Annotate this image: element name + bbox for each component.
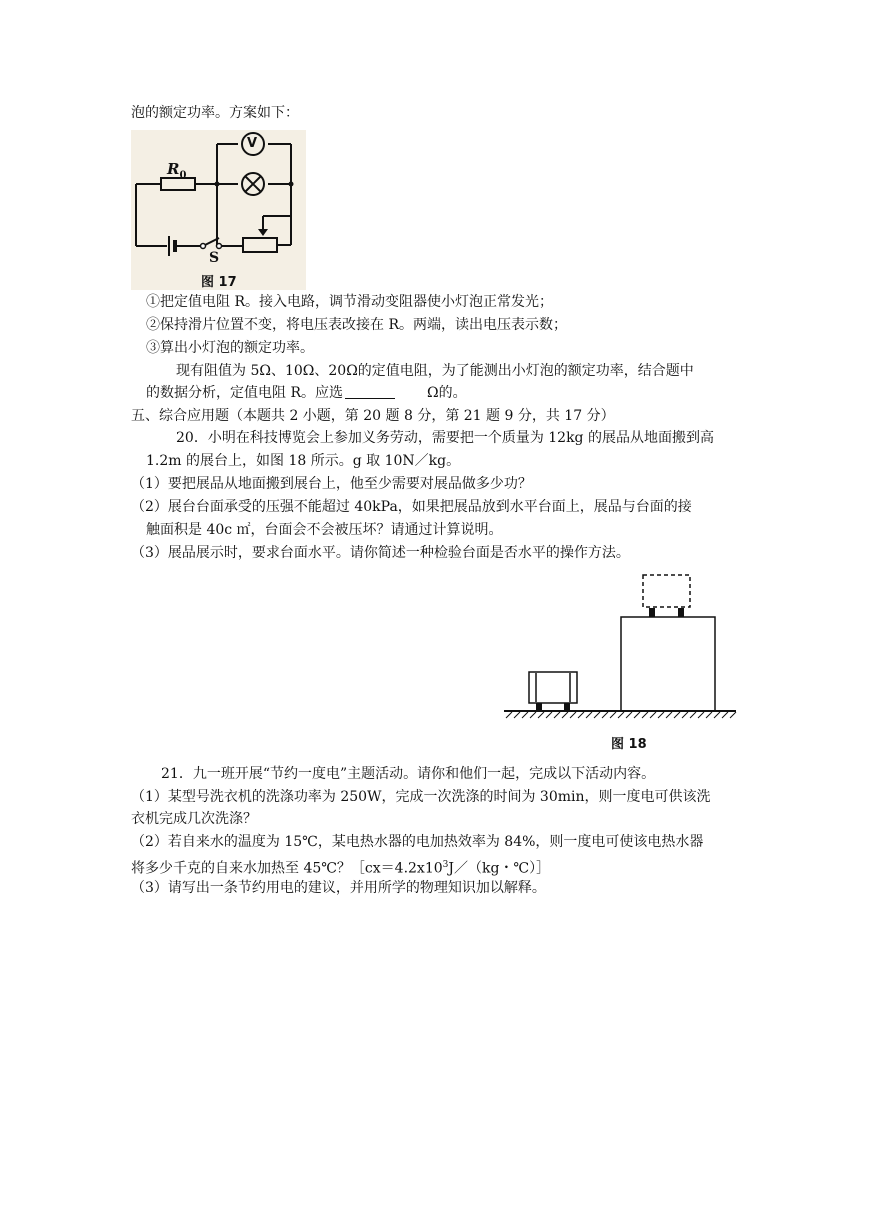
q21-line-1: 21．九一班开展“节约一度电”主题活动。请你和他们一起，完成以下活动内容。: [161, 766, 656, 782]
q21-part-2b: [131, 856, 550, 878]
intro-text: 泡的额定功率。方案如下：: [131, 105, 299, 121]
step-2: ②保持滑片位置不变，将电压表改接在 R。两端，读出电压表示数；: [146, 317, 567, 333]
q19-text-a: 的数据分析，定值电阻 R。应选: [146, 385, 343, 401]
exponent: 3: [442, 860, 449, 870]
q19-line-2: [146, 384, 467, 402]
q20-part-3: （3）展品展示时，要求台面水平。请你简述一种检验台面是否水平的操作方法。: [131, 545, 630, 561]
figure-17-caption: 图 17: [201, 275, 237, 290]
q21-part-2b-unit: J／（kg・℃）］: [448, 860, 551, 877]
q19-text-b: Ω的。: [427, 385, 467, 401]
q20-line-1: 20．小明在科技博览会上参加义务劳动，需要把一个质量为 12kg 的展品从地面搬到高: [176, 430, 714, 446]
q20-line-2: 1.2m 的展台上，如图 18 所示。g 取 10N／kg。: [146, 453, 461, 469]
voltmeter-label: V: [247, 136, 258, 151]
answer-blank: [345, 385, 395, 399]
exhibit-diagram: [500, 570, 740, 725]
q21-part-3: （3）请写出一条节约用电的建议，并用所学的物理知识加以解释。: [131, 880, 546, 896]
q21-part-2a: （2）若自来水的温度为 15℃，某电热水器的电加热效率为 84%，则一度电可使该电热水器: [131, 834, 704, 850]
switch-label: S: [209, 250, 220, 266]
q21-part-1b: 衣机完成几次洗涤？: [131, 811, 257, 827]
q21-part-1a: （1）某型号洗衣机的洗涤功率为 250W，完成一次洗涤的时间为 30min，则一度电可供该洗: [131, 789, 711, 805]
q20-part-1: （1）要把展品从地面搬到展台上，他至少需要对展品做多少功？: [131, 476, 532, 492]
q20-part-2a: （2）展台台面承受的压强不能超过 40kPa，如果把展品放到水平台面上，展品与台面的接: [131, 499, 692, 515]
figure-18-caption: 图 18: [611, 737, 647, 752]
step-1: ①把定值电阻 R。接入电路，调节滑动变阻器使小灯泡正常发光；: [146, 294, 553, 310]
section-5-heading: 五、综合应用题（本题共 2 小题，第 20 题 8 分，第 21 题 9 分，共 17 分）: [131, 408, 615, 424]
circuit-diagram: [131, 130, 306, 290]
step-3: ③算出小灯泡的额定功率。: [146, 340, 314, 356]
q19-line-1: 现有阻值为 5Ω、10Ω、20Ω的定值电阻，为了能测出小灯泡的额定功率，结合题中: [176, 363, 694, 379]
figure-18: [500, 570, 740, 752]
figure-17: [131, 130, 306, 290]
r0-label: $R_0$: [167, 160, 187, 181]
q20-part-2b: 触面积是 40c ㎡，台面会不会被压坏？请通过计算说明。: [146, 522, 503, 538]
q21-part-2b-text: 将多少千克的自来水加热至 45℃？［cx＝4.2x10: [131, 860, 443, 877]
